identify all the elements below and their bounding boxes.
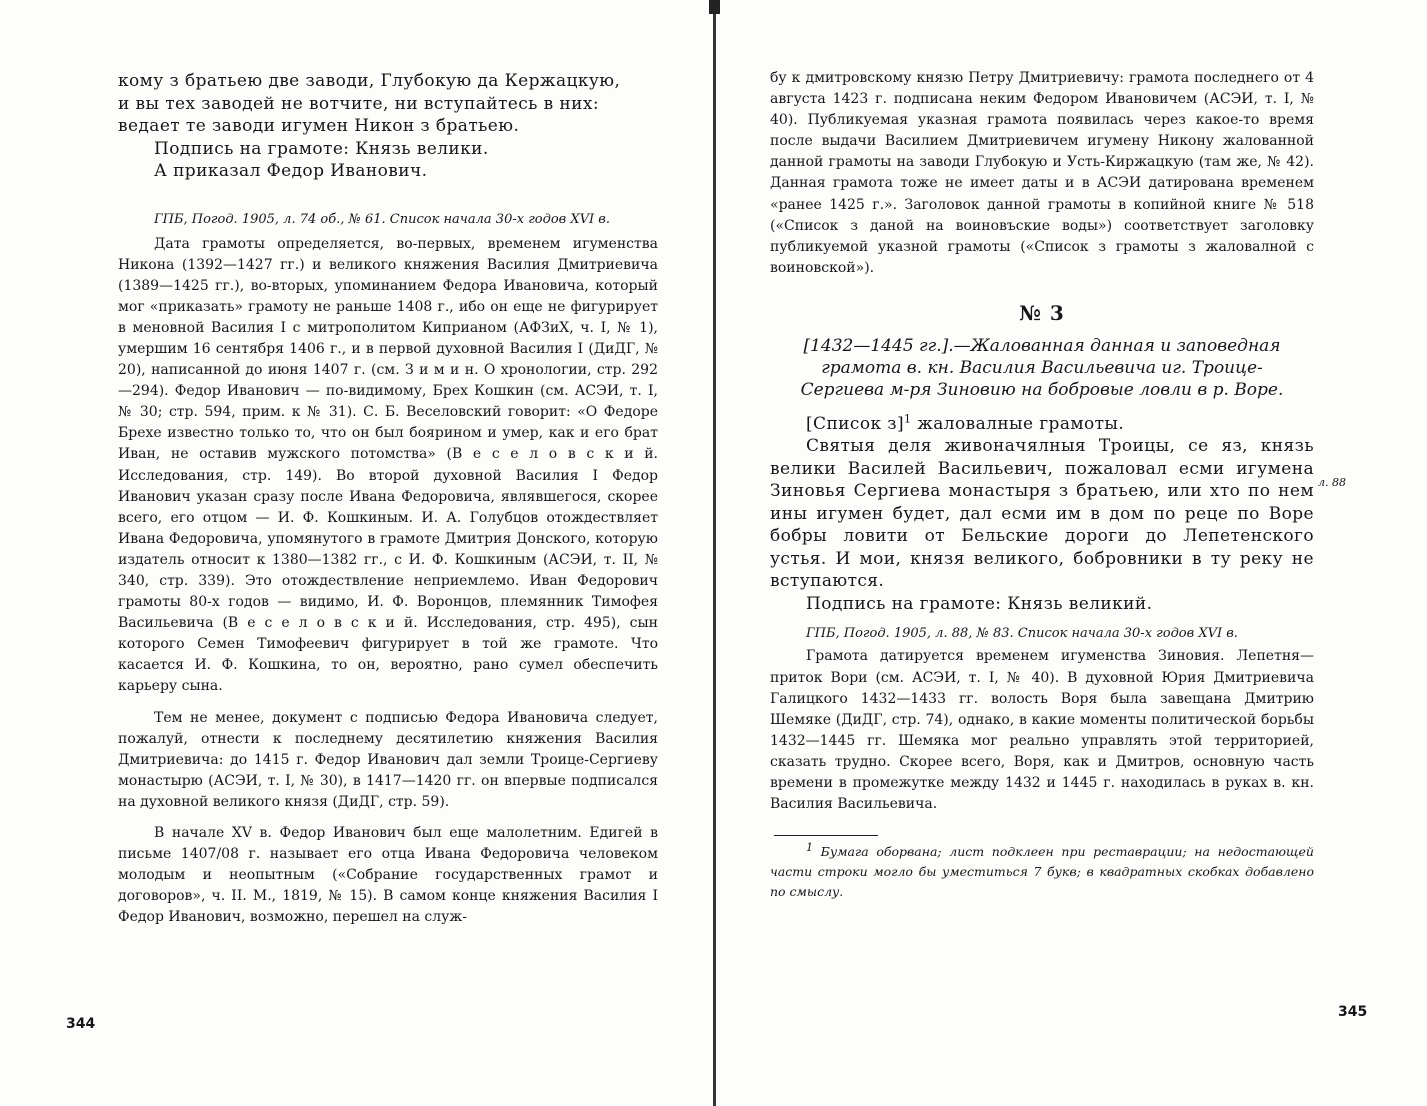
footnote-reference: 1	[904, 412, 912, 426]
gutter-mark	[709, 0, 720, 14]
commentary-paragraph: В начале XV в. Федор Иванович был еще малолетним. Едигей в письме 1407/08 г. называет его отца Ивана Федоровича человеком молодым и неопытным («Собрание государственных грамот и договоров», ч. II. М., 1819, № 15). В самом конце княжения Василия I Федор Иванович, возможно, перешел на служ-	[118, 825, 658, 926]
commentary-paragraph: Грамота датируется временем игуменства Зиновия. Лепетня—приток Вори (см. АСЭИ, т. I, № 40). В духовной Юрия Дмитриевича Галицкого 1432—1433 гг. волость Воря была завещана Дмитрию Шемяке (ДиДГ, стр. 74), однако, в какие моменты политической борьбы 1432—1445 гг. Шемяка мог реально управлять этой территорией, сказать трудно. Скорее всего, Воря, как и Дмитров, основную часть времени в промежутке между 1432 и 1445 г. находилась в руках в. кн. Василия Васильевича.	[770, 648, 1314, 813]
left-page	[118, 70, 658, 929]
page-number-right: 345	[1338, 1004, 1368, 1020]
order-line: А приказал Федор Иванович.	[154, 161, 428, 181]
commentary-paragraph: Тем не менее, документ с подписью Федора Ивановича следует, пожалуй, отнести к последнему десятилетию княжения Василия Дмитриевича: до 1415 г. Федор Иванович дал земли Троице-Сергиеву монастырю (АСЭИ, т. I, № 30), в 1417—1420 гг. он впервые подписался на духовной великого князя (ДиДГ, стр. 59).	[118, 709, 658, 810]
document-text: Святыя деля живоначялныя Троицы, се яз, князь велики Василей Васильевич, пожаловал есми игумена Зиновья Сергиева монастыря з братьею, или хто по нем ины игумен будет, дал есми им в дом по реце по Воре бобры ловити от Бельские дороги до Лепетенского устья. И мои, князя великого, бобровники в ту реку не вступаются.	[770, 436, 1314, 592]
footnote	[770, 842, 1314, 902]
signature-line: Подпись на грамоте: Князь велики.	[154, 138, 489, 159]
document-text-line: и вы тех заводей не вотчите, ни вступайтесь в них:	[118, 93, 599, 114]
commentary-continuation: бу к дмитровскому князю Петру Дмитриевичу: грамота последнего от 4 августа 1423 г. подписана неким Федором Ивановичем (АСЭИ, т. I, № 40). Публикуемая указная грамота появилась через какое-то время после выдачи Василием Дмитриевичем игумену Никону жалованной данной грамоты на заводи Глубокую и Усть-Киржацкую (там же, № 42). Данная грамота тоже не имеет даты и в АСЭИ датирована временем «ранее 1425 г.». Заголовок данной грамоты в копийной книге № 518 («Список з даной на воиновъские воды») соответствует заголовку публикуемой указной грамоты («Список з грамоты з жаловалной с воиновской»).	[770, 70, 1314, 276]
page-number-left: 344	[66, 1016, 96, 1032]
book-gutter	[713, 0, 716, 1106]
signature-line: Подпись на грамоте: Князь великий.	[806, 593, 1153, 614]
archival-source: ГПБ, Погод. 1905, л. 74 об., № 61. Список начала 30-х годов XVI в.	[154, 211, 610, 227]
archival-source: ГПБ, Погод. 1905, л. 88, № 83. Список начала 30-х годов XVI в.	[806, 626, 1238, 642]
document-text-line: ведает те заводи игумен Никон з братьею.	[118, 116, 520, 136]
document-heading-prefix: [Список з]	[806, 413, 904, 434]
footnote-rule	[774, 835, 878, 836]
right-page	[770, 68, 1314, 902]
commentary-paragraph: Дата грамоты определяется, во-первых, временем игуменства Никона (1392—1427 гг.) и великого княжения Василия Дмитриевича (1389—1425 гг.), во-вторых, упоминанием Федора Ивановича, который мог «приказать» грамоту не раньше 1408 г., ибо он еще не фигурирует в меновной Василия I с митрополитом Киприаном (АФЗиХ, ч. I, № 1), умершим 16 сентября 1406 г., и в первой духовной Василия I (ДиДГ, № 20), написанной до июня 1407 г. (см. З и м и н. О хронологии, стр. 292—294). Федор Иванович — по-видимому, Брех Кошкин (см. АСЭИ, т. I, № 30; стр. 594, прим. к № 31). С. Б. Веселовский говорит: «О Федоре Брехе известно только то, что он был боярином и умер, как и его брат Иван, не оставив мужского потомства» (В е с е л о в с к и й. Исследования, стр. 149). Во второй духовной Василия I Федор Иванович указан сразу после Ивана Федоровича, являвшегося, скорее всего, его отцом — И. Ф. Кошкиным. И. А. Голубцов отождествляет Ивана Федоровича, упомянутого в грамоте Дмитрия Донского, которую издатель относит к 1380—1382 гг., с И. Ф. Кошкиным (АСЭИ, т. II, № 340, стр. 339). Это отождествление неприемлемо. Иван Федорович грамоты 80-х годов — видимо, И. Ф. Воронцов, племянник Тимофея Васильевича (В е с е л о в с к и й. Исследования, стр. 495), сын которого Семен Тимофеевич фигурирует в той же грамоте. Что касается И. Ф. Кошкина, то он, вероятно, рано сумел обеспечить карьеру сына.	[118, 235, 658, 695]
document-text-line: кому з братьею две заводи, Глубокую да Кержацкую,	[118, 71, 621, 91]
footnote-text: Бумага оборвана; лист подклеен при реставрации; на недостающей части строки могло бы уместиться 7 букв; в квадратных скобках добавлено по смыслу.	[770, 844, 1314, 900]
footnote-marker: 1	[806, 841, 813, 855]
document-title: [1432—1445 гг.].—Жалованная данная и заповедная грамота в. кн. Василия Васильевича иг. Троице-Сергиева м-ря Зиновию на бобровые ловли в р. Воре.	[800, 335, 1284, 400]
document-heading-suffix: жаловалные грамоты.	[911, 413, 1125, 434]
leaf-reference: л. 88	[1318, 476, 1346, 489]
document-number: № 3	[1019, 300, 1065, 325]
document-heading	[770, 413, 1314, 436]
